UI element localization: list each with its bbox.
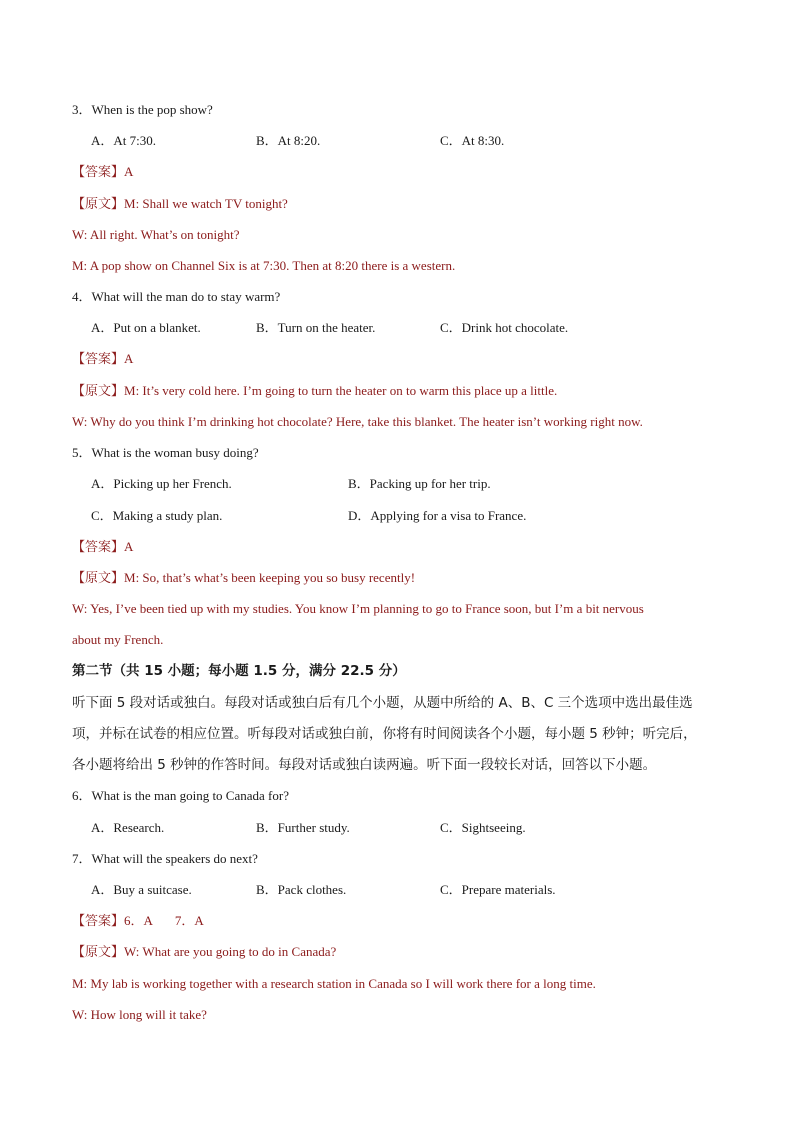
question-4: 4．What will the man do to stay warm? <box>72 289 281 304</box>
answer-tag: 【答案】 <box>72 164 125 179</box>
question-6: 6．What is the man going to Canada for? <box>72 788 289 803</box>
answer-value: A <box>124 539 134 554</box>
original-tag: 【原文】 <box>72 944 125 959</box>
transcript-text: M: So, that’s what’s been keeping you so busy recently! <box>124 570 416 585</box>
transcript-text: M: It’s very cold here. I’m going to turn the heater on to warm this place up a little. <box>124 383 558 398</box>
option-c: C．Drink hot chocolate. <box>440 320 569 335</box>
option-c: C．Prepare materials. <box>440 882 556 897</box>
transcript-6-7-line-3: W: How long will it take? <box>72 1007 207 1022</box>
option-c: C．At 8:30. <box>440 133 505 148</box>
option-b: B．Pack clothes. <box>256 882 347 897</box>
option-a: A．Buy a suitcase. <box>91 882 192 897</box>
option-a: A．Picking up her French. <box>91 476 232 491</box>
question-7: 7．What will the speakers do next? <box>72 851 258 866</box>
transcript-text: W: What are you going to do in Canada? <box>124 944 337 959</box>
option-b: B．Packing up for her trip. <box>348 476 491 491</box>
transcript-6-7-line-1 <box>72 943 336 961</box>
answer-tag: 【答案】 <box>72 539 125 554</box>
option-b: B．At 8:20. <box>256 133 321 148</box>
option-b: B．Turn on the heater. <box>256 320 376 335</box>
question-3: 3．When is the pop show? <box>72 102 213 117</box>
question-5: 5．What is the woman busy doing? <box>72 445 259 460</box>
option-a: A．At 7:30. <box>91 133 157 148</box>
transcript-5-line-3: about my French. <box>72 632 164 647</box>
answer-4 <box>72 350 133 368</box>
instructions-line-2: 项，并标在试卷的相应位置。听每段对话或独白前，你将有时间阅读各个小题，每小题 5 秒钟；听完后， <box>72 726 697 742</box>
option-a: A．Put on a blanket. <box>91 320 201 335</box>
original-tag: 【原文】 <box>72 196 125 211</box>
original-tag: 【原文】 <box>72 570 125 585</box>
option-a: A．Research. <box>91 820 165 835</box>
transcript-text: M: Shall we watch TV tonight? <box>124 196 288 211</box>
answer-tag: 【答案】 <box>72 351 125 366</box>
answer-5 <box>72 538 133 556</box>
answer-value: A <box>124 164 134 179</box>
section-heading: 第二节（共 15 小题；每小题 1.5 分，满分 22.5 分） <box>72 663 406 679</box>
transcript-3-line-1 <box>72 195 288 213</box>
transcript-3-line-3: M: A pop show on Channel Six is at 7:30. Then at 8:20 there is a western. <box>72 258 456 273</box>
option-c: C．Making a study plan. <box>91 508 223 523</box>
instructions-line-1: 听下面 5 段对话或独白。每段对话或独白后有几个小题，从题中所给的 A、B、C 三个选项中选出最佳选 <box>72 695 693 711</box>
transcript-6-7-line-2: M: My lab is working together with a research station in Canada so I will work there for a long time. <box>72 976 596 991</box>
option-c: C．Sightseeing. <box>440 820 526 835</box>
transcript-4-line-2: W: Why do you think I’m drinking hot chocolate? Here, take this blanket. The heater isn’t working right now. <box>72 414 643 429</box>
transcript-4-line-1 <box>72 382 557 400</box>
option-d: D．Applying for a visa to France. <box>348 508 527 523</box>
transcript-3-line-2: W: All right. What’s on tonight? <box>72 227 240 242</box>
answer-value: 6．A 7．A <box>124 913 204 928</box>
option-b: B．Further study. <box>256 820 350 835</box>
instructions-line-3: 各小题将给出 5 秒钟的作答时间。每段对话或独白读两遍。听下面一段较长对话，回答以下小题。 <box>72 757 657 773</box>
transcript-5-line-2: W: Yes, I’ve been tied up with my studies. You know I’m planning to go to France soon, but I’m a bit nervous <box>72 601 644 616</box>
original-tag: 【原文】 <box>72 383 125 398</box>
answer-tag: 【答案】 <box>72 913 125 928</box>
answer-value: A <box>124 351 134 366</box>
answer-6-7 <box>72 912 204 930</box>
transcript-5-line-1 <box>72 569 415 587</box>
answer-3 <box>72 163 133 181</box>
